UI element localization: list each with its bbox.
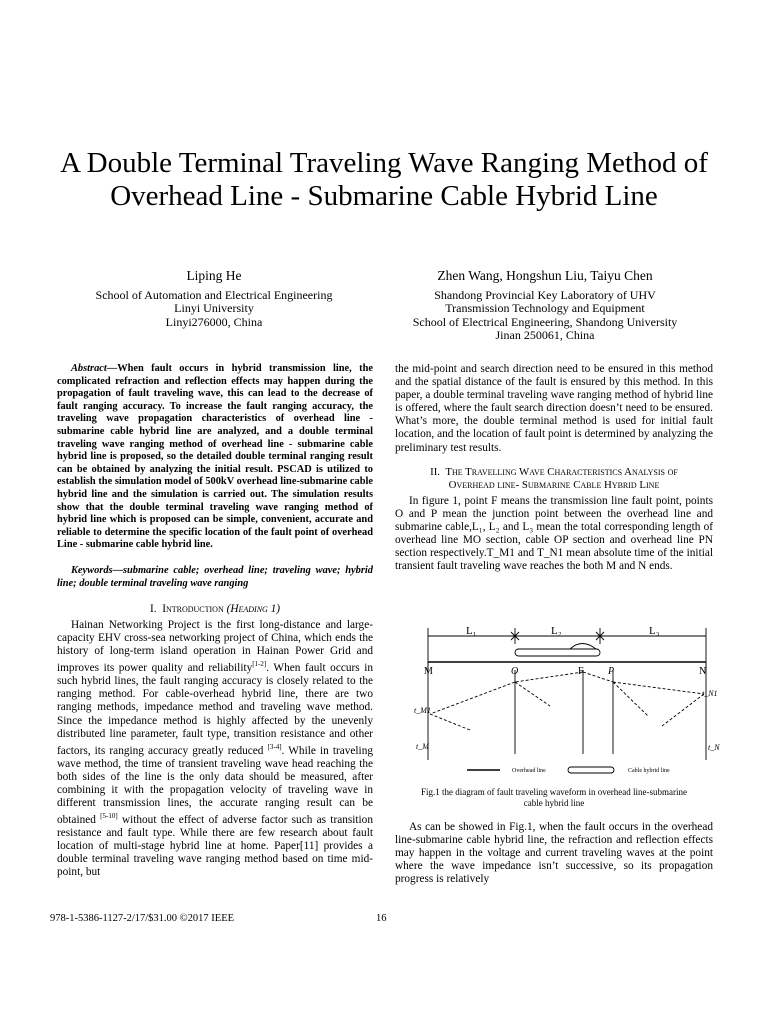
affiliation-line: Transmission Technology and Equipment bbox=[445, 301, 645, 315]
author-name: Liping He bbox=[186, 268, 242, 283]
abstract-text: —When fault occurs in hybrid transmission line, the complicated refraction and reflection effects may happen during the propagation of fault traveling wave, this can lead to the decrease of fault ranging accuracy. To increase the fault ranging accuracy, the traveling wave propagation characteristics of overhead line - submarine cable hybrid line are analyzed, and a double terminal traveling wave ranging method of overhead line - submarine cable hybrid line is proposed, so the detailed double terminal ranging result can be obtained by analyzing the initial result. PSCAD is utilized to establish the simulation model of 500kV overhead line-submarine cable hybrid line and the simulation is carried out. The simulation results show that the double terminal traveling wave ranging method of hybrid line which is proposed can be simple, convenient, accurate and reliable to determine the specific location of the fault point of overhead Line - submarine cable hybrid line. bbox=[57, 363, 373, 551]
heading-note: (Heading 1) bbox=[226, 603, 281, 616]
right-column-continued bbox=[395, 821, 713, 886]
figure-caption bbox=[395, 787, 713, 809]
affiliation-line: Linyi University bbox=[174, 301, 254, 315]
affiliation-line: Shandong Provincial Key Laboratory of UHV bbox=[434, 287, 656, 302]
citation: [3-4] bbox=[267, 742, 282, 751]
label-f: F bbox=[578, 666, 584, 677]
intro-paragraph bbox=[57, 619, 373, 879]
caption-line: Fig.1 the diagram of fault traveling waveform in overhead line-submarine bbox=[421, 787, 687, 797]
label-p: P bbox=[608, 666, 615, 677]
label-tn: t_N bbox=[708, 743, 720, 752]
section-heading-1 bbox=[57, 603, 373, 616]
citation: [1-2] bbox=[252, 660, 267, 669]
heading-text: Overhead line- Submarine Cable Hybrid Line bbox=[448, 478, 660, 491]
legend-overhead-label: Overhead line bbox=[512, 768, 546, 774]
text-run: without the effect of adverse factor such as transition resistance and fault type. While there are few research about fault location of multi-stage hybrid line at home. Paper[11] provides a double terminal traveling wave ranging method based on time mid-point, but bbox=[57, 813, 373, 879]
paragraph: the mid-point and search direction need to be ensured in this method and the spatial distance of the fault is ensured by this method. In this paper, a double terminal traveling wave ranging method of hybrid line is offered, where the fault search direction doesn’t need to be ensured. What’s more, the double terminal method is used for initial fault location, and the location of fault point is determined by analyzing the preliminary test results. bbox=[395, 363, 713, 454]
heading-text: The Travelling Wave Characteristics Analysis of bbox=[445, 465, 678, 478]
wave-path bbox=[613, 682, 648, 716]
affiliation-line: Jinan 250061, China bbox=[495, 328, 595, 342]
keywords: Keywords—submarine cable; overhead line; traveling wave; hybrid line; double terminal traveling wave ranging bbox=[57, 564, 373, 589]
wave-path bbox=[515, 682, 550, 706]
heading-text: Introduction bbox=[162, 603, 224, 616]
author-block-2 bbox=[395, 269, 695, 343]
text-run: . When fault occurs in such hybrid lines, the fault ranging accuracy is closely related to the ranging method. For cable-overhead hybrid line, there are two ranging methods, impedance method and traveling wave method. Since the impedance method is highly affected by the unevenly distributed line parameter, fault type, transition resistance and other factors, its ranging accuracy greatly reduced bbox=[57, 662, 373, 757]
heading-number: I. bbox=[149, 603, 157, 616]
text-run: . While in traveling wave method, the time of transient traveling wave head reaching the both sides of the line is the only data should be measured, after combining it with the propagation velocity of traveling wave in different transmission lines, the accurate ranging result can be obtained bbox=[57, 744, 373, 826]
fault-arc bbox=[570, 644, 596, 650]
label-n: N bbox=[699, 666, 707, 677]
author-block-1 bbox=[60, 269, 368, 329]
page-number: 16 bbox=[376, 913, 387, 924]
wave-path bbox=[662, 694, 704, 726]
legend-cable-swatch bbox=[568, 767, 614, 773]
paragraph: In figure 1, point F means the transmission line fault point, points O and P mean the junction point between the overhead line and submarine cable,L₁, L₂ and L₃ mean the total corresponding length of overhead line MO section, cable OP section and overhead line PN section respectively.T_M1 and T_N1 mean absolute time of the initial transient fault traveling wave reaches the both M and N ends. bbox=[395, 494, 713, 573]
label-m: M bbox=[424, 666, 433, 677]
right-column bbox=[395, 363, 713, 573]
copyright-footer: 978-1-5386-1127-2/17/$31.00 ©2017 IEEE bbox=[50, 913, 235, 924]
abstract-label: Abstract bbox=[71, 363, 107, 374]
wave-path bbox=[515, 672, 583, 682]
abstract bbox=[57, 363, 373, 552]
citation: [5-10] bbox=[100, 811, 118, 820]
cable-section bbox=[515, 649, 600, 656]
caption-line: cable hybrid line bbox=[523, 798, 585, 808]
wave-path bbox=[430, 682, 515, 714]
left-column bbox=[57, 363, 373, 879]
label-l2: L₂ bbox=[551, 625, 562, 637]
label-tm1: t_M1 bbox=[414, 706, 431, 715]
text-run: Hainan Networking Project is the first long-distance and large-capacity EHV cross-sea networking project of China, which ends the history of long-term island operation in Hainan Power Grid and improves its power quality and reliability bbox=[57, 619, 373, 675]
author-name: Zhen Wang, Hongshun Liu, Taiyu Chen bbox=[437, 268, 653, 283]
section-heading-2 bbox=[395, 466, 713, 492]
label-tm: t_M bbox=[416, 742, 429, 751]
affiliation-line: School of Automation and Electrical Engineering bbox=[95, 287, 333, 302]
paper-title: A Double Terminal Traveling Wave Ranging Method of Overhead Line - Submarine Cable Hybrid Line bbox=[60, 147, 708, 212]
wave-path bbox=[430, 714, 470, 730]
heading-number: II. bbox=[430, 465, 440, 478]
label-o: O bbox=[511, 666, 519, 677]
affiliation-line: Linyi276000, China bbox=[165, 314, 263, 329]
legend-cable-label: Cable hybrid line bbox=[628, 768, 670, 774]
label-l3: L₃ bbox=[649, 625, 660, 637]
label-tn1: t_N1 bbox=[702, 689, 718, 698]
fault-waveform-figure bbox=[400, 622, 720, 782]
affiliation-line: School of Electrical Engineering, Shandong University bbox=[412, 314, 678, 329]
paragraph: As can be showed in Fig.1, when the fault occurs in the overhead line-submarine cable hybrid line, the refraction and reflection effects may happen in the voltage and current traveling waves at the point where the wave impedance isn’t successive, so its propagation progress is relatively bbox=[395, 821, 713, 886]
wave-path bbox=[613, 682, 704, 694]
label-l1: L₁ bbox=[466, 625, 477, 637]
